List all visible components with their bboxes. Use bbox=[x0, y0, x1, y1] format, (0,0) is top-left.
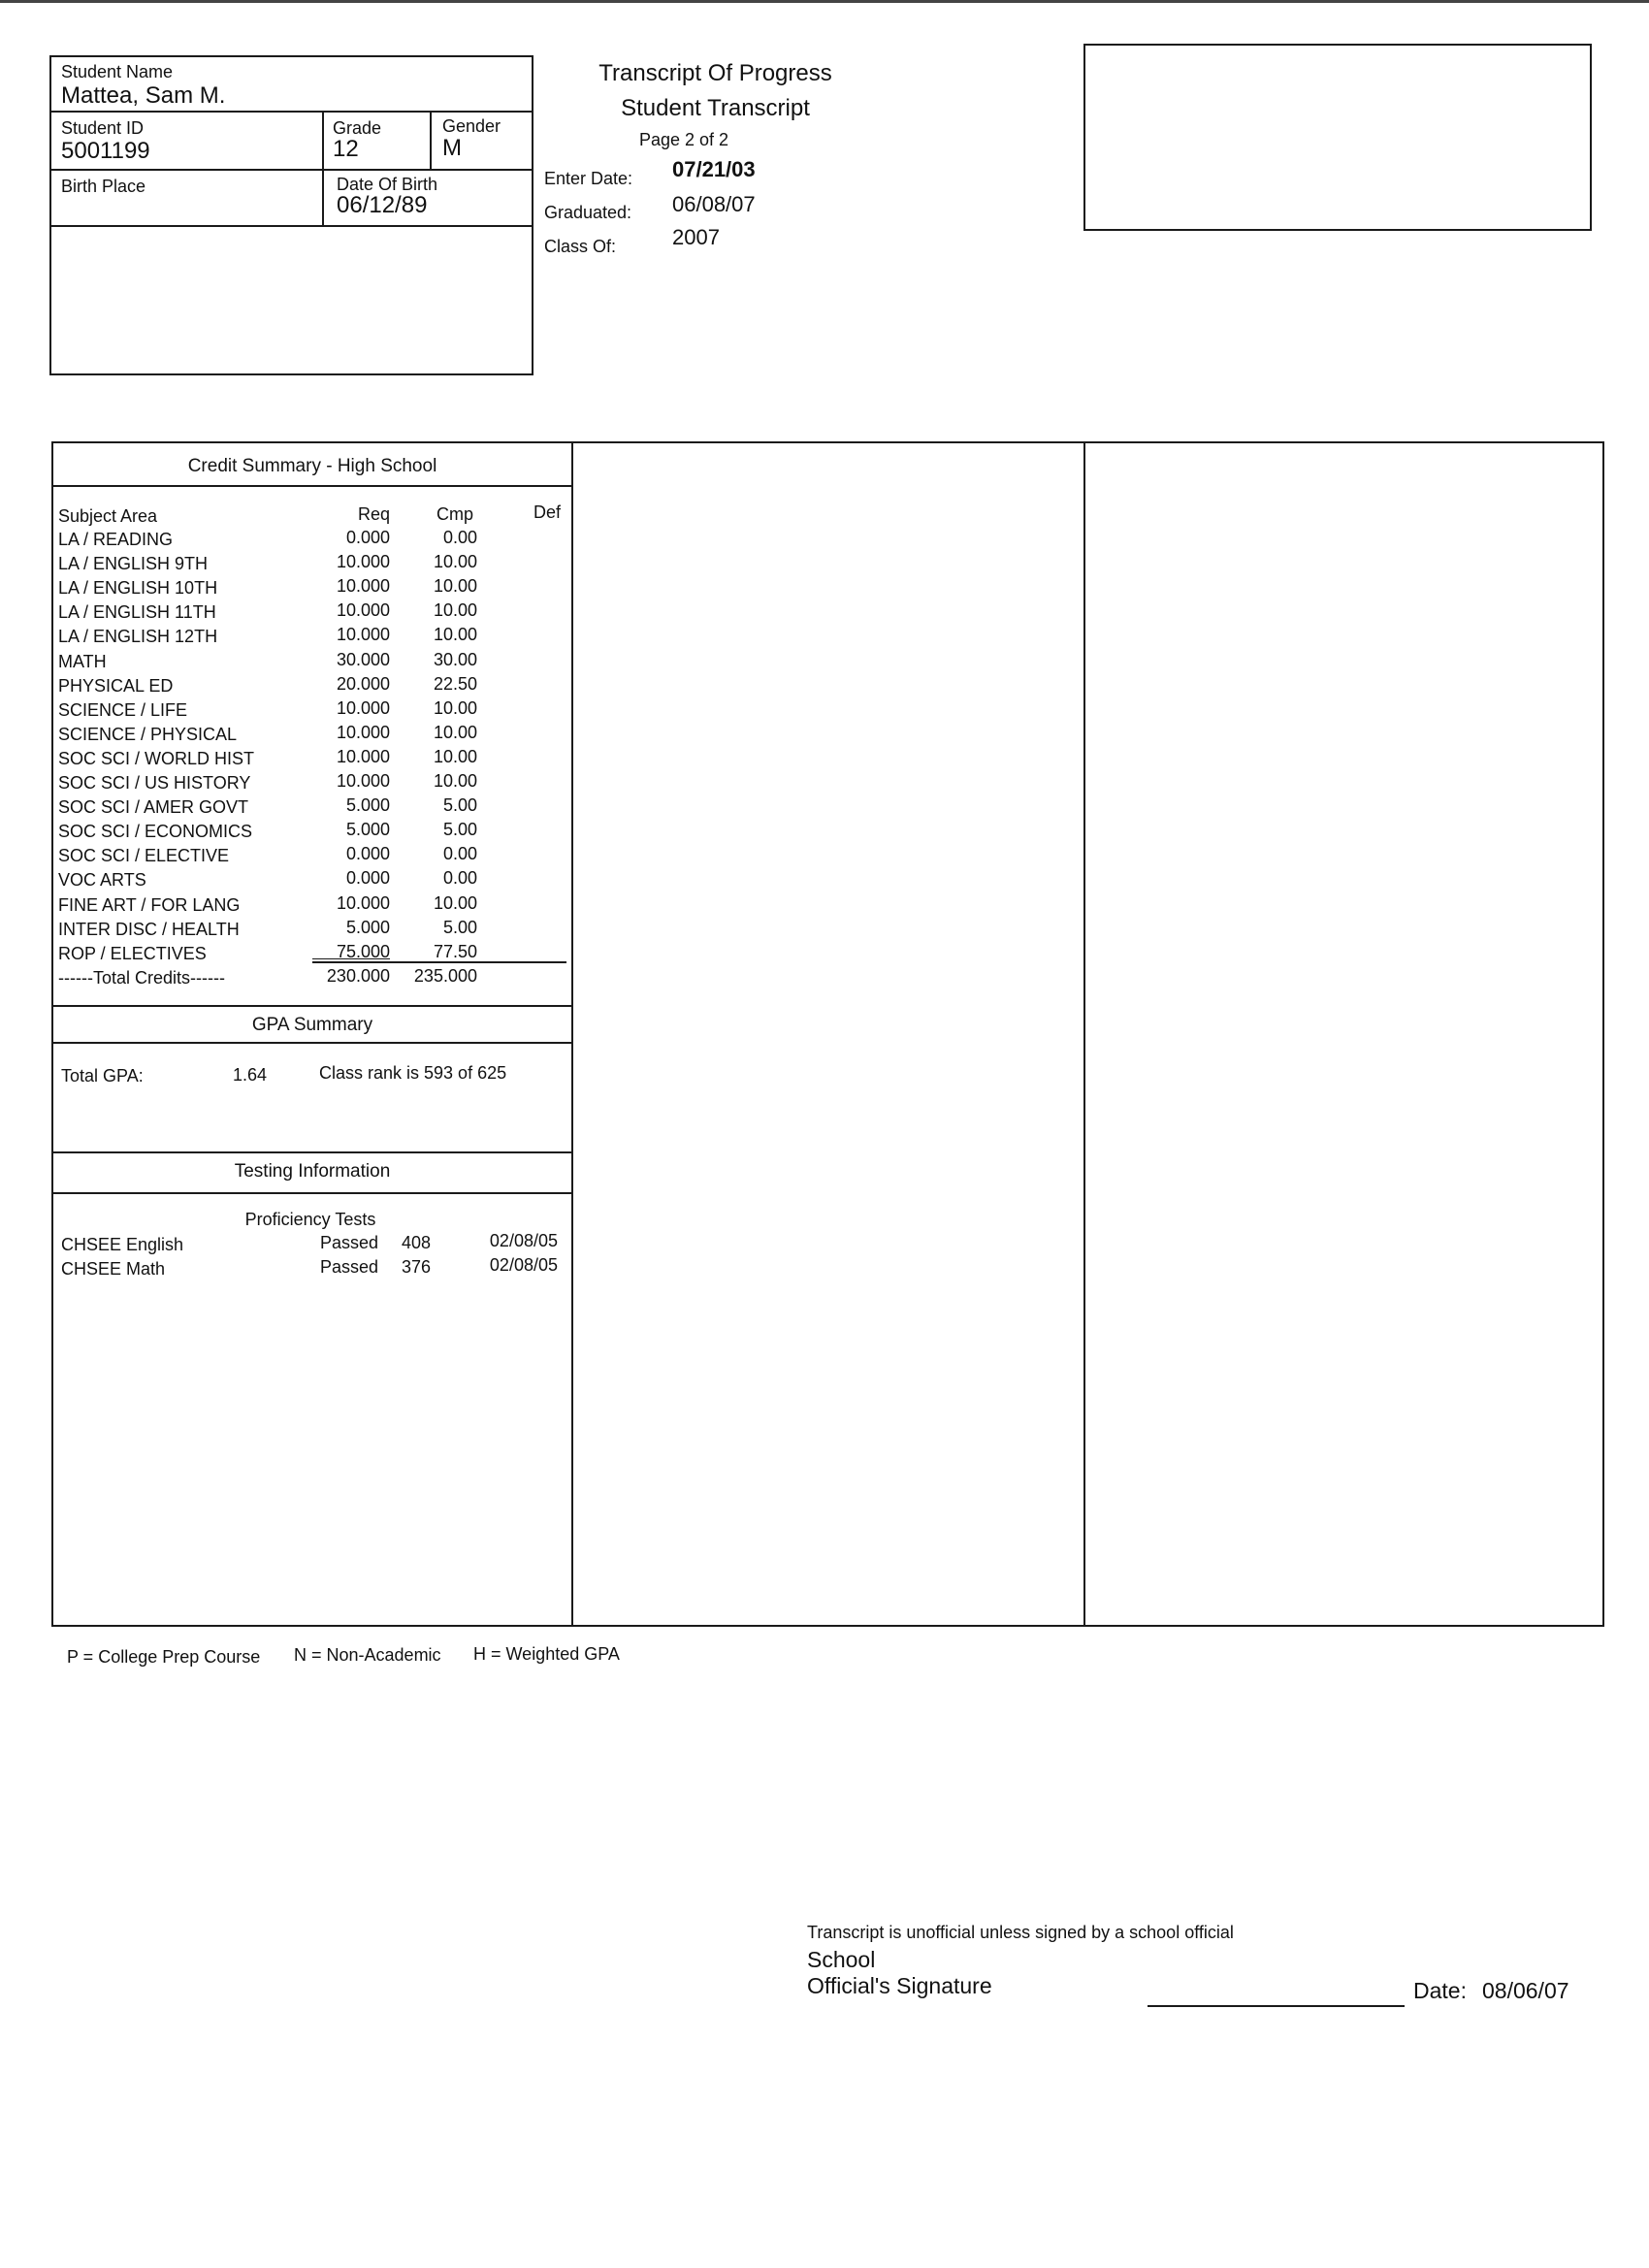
credit-row-cmp: 0.00 bbox=[442, 528, 477, 547]
credit-row-req: 30.000 bbox=[336, 650, 390, 669]
official-signature-label: Official's Signature bbox=[807, 1973, 992, 1998]
total-credits-cmp: 235.000 bbox=[413, 966, 477, 986]
legend-college-prep: P = College Prep Course bbox=[67, 1647, 261, 1667]
credit-row-req: 10.000 bbox=[336, 747, 390, 766]
credit-row-cmp: 10.00 bbox=[433, 771, 477, 791]
school-label: School bbox=[807, 1947, 876, 1972]
col-subject-header: Subject Area bbox=[58, 506, 158, 526]
credit-row-subject: LA / ENGLISH 12TH bbox=[58, 627, 218, 646]
credit-row-subject: SOC SCI / AMER GOVT bbox=[58, 797, 249, 817]
test-name: CHSEE Math bbox=[61, 1259, 166, 1279]
student-info-vdivider-gender bbox=[430, 111, 432, 169]
credit-row-subject: PHYSICAL ED bbox=[58, 676, 174, 696]
class-of-label: Class Of: bbox=[544, 237, 617, 256]
signature-date-label: Date: bbox=[1413, 1978, 1467, 2003]
student-info-divider-3 bbox=[49, 225, 534, 227]
main-frame-divider-2 bbox=[1083, 441, 1085, 1627]
credit-row-cmp: 0.00 bbox=[442, 844, 477, 863]
credit-row-req: 10.000 bbox=[336, 600, 390, 620]
dob-value: 06/12/89 bbox=[337, 192, 428, 218]
test-date: 02/08/05 bbox=[489, 1255, 558, 1275]
credit-row-subject: SOC SCI / ELECTIVE bbox=[58, 846, 230, 865]
transcript-title: Transcript Of Progress bbox=[598, 60, 832, 86]
signature-date-value: 08/06/07 bbox=[1482, 1978, 1569, 2003]
credit-row-subject: FINE ART / FOR LANG bbox=[58, 895, 241, 915]
credit-row-subject: SCIENCE / PHYSICAL bbox=[58, 725, 238, 744]
credit-row-req: 10.000 bbox=[336, 698, 390, 718]
testing-top-divider bbox=[51, 1151, 572, 1153]
credit-row-subject: SOC SCI / WORLD HIST bbox=[58, 749, 255, 768]
total-credits-req: 230.000 bbox=[326, 966, 390, 986]
credit-row-subject: ROP / ELECTIVES bbox=[58, 944, 207, 963]
credit-rows-underline-req bbox=[312, 958, 390, 959]
credit-row-cmp: 10.00 bbox=[433, 723, 477, 742]
credit-row-subject: INTER DISC / HEALTH bbox=[58, 920, 240, 939]
gpa-top-divider bbox=[51, 1005, 572, 1007]
credit-row-req: 10.000 bbox=[336, 723, 390, 742]
testing-title-divider bbox=[51, 1192, 572, 1194]
page-top-edge bbox=[0, 0, 1649, 3]
credit-row-req: 0.000 bbox=[345, 868, 390, 888]
total-credits-label: ------Total Credits------ bbox=[58, 968, 225, 988]
dob-label: Date Of Birth bbox=[337, 175, 438, 194]
gender-value: M bbox=[442, 135, 462, 161]
credit-row-req: 10.000 bbox=[336, 771, 390, 791]
test-result: Passed bbox=[320, 1233, 379, 1252]
credit-row-req: 5.000 bbox=[345, 820, 390, 839]
credit-summary-title-divider bbox=[51, 485, 572, 487]
enter-date-value: 07/21/03 bbox=[672, 157, 756, 181]
credit-row-subject: VOC ARTS bbox=[58, 870, 146, 890]
col-cmp-header: Cmp bbox=[436, 504, 473, 524]
credit-row-req: 75.000 bbox=[336, 942, 390, 961]
top-right-box bbox=[1083, 44, 1592, 231]
legend-weighted-gpa: H = Weighted GPA bbox=[473, 1644, 620, 1664]
student-name: Mattea, Sam M. bbox=[61, 82, 226, 109]
credit-row-req: 5.000 bbox=[345, 918, 390, 937]
credit-row-req: 10.000 bbox=[336, 893, 390, 913]
gpa-title-divider bbox=[51, 1042, 572, 1044]
gpa-summary-title: GPA Summary bbox=[251, 1015, 373, 1035]
credit-row-subject: MATH bbox=[58, 652, 107, 671]
graduated-value: 06/08/07 bbox=[672, 192, 756, 216]
credit-row-subject: LA / ENGLISH 9TH bbox=[58, 554, 209, 573]
main-frame-divider-1 bbox=[571, 441, 573, 1627]
credit-row-req: 10.000 bbox=[336, 576, 390, 596]
credit-row-cmp: 77.50 bbox=[433, 942, 477, 961]
student-id-label: Student ID bbox=[61, 118, 145, 138]
col-req-header: Req bbox=[357, 504, 390, 524]
credit-row-cmp: 5.00 bbox=[442, 820, 477, 839]
testing-info-title: Testing Information bbox=[234, 1161, 391, 1182]
student-id: 5001199 bbox=[61, 138, 150, 164]
birth-place-label: Birth Place bbox=[61, 177, 146, 196]
legend-non-academic: N = Non-Academic bbox=[294, 1645, 441, 1665]
credit-row-subject: LA / ENGLISH 10TH bbox=[58, 578, 218, 598]
gender-label: Gender bbox=[442, 116, 501, 136]
credit-row-cmp: 10.00 bbox=[433, 600, 477, 620]
test-score: 408 bbox=[402, 1233, 432, 1252]
credit-row-cmp: 0.00 bbox=[442, 868, 477, 888]
test-result: Passed bbox=[320, 1257, 379, 1277]
credit-row-cmp: 10.00 bbox=[433, 625, 477, 644]
graduated-label: Graduated: bbox=[544, 203, 632, 222]
credit-row-cmp: 5.00 bbox=[442, 795, 477, 815]
test-name: CHSEE English bbox=[61, 1235, 184, 1254]
credit-row-cmp: 10.00 bbox=[433, 893, 477, 913]
credit-row-cmp: 10.00 bbox=[433, 747, 477, 766]
total-gpa-value: 1.64 bbox=[233, 1065, 268, 1085]
credit-summary-title: Credit Summary - High School bbox=[187, 456, 437, 476]
credit-row-req: 5.000 bbox=[345, 795, 390, 815]
credit-row-cmp: 22.50 bbox=[433, 674, 477, 694]
credit-row-cmp: 5.00 bbox=[442, 918, 477, 937]
credit-row-subject: SOC SCI / ECONOMICS bbox=[58, 822, 253, 841]
student-info-vdivider-grade bbox=[322, 111, 324, 225]
grade-value: 12 bbox=[333, 136, 359, 162]
test-score: 376 bbox=[402, 1257, 432, 1277]
credit-row-cmp: 10.00 bbox=[433, 576, 477, 596]
student-info-divider-2 bbox=[49, 169, 534, 171]
student-info-divider-1 bbox=[49, 111, 534, 113]
credit-row-subject: LA / ENGLISH 11TH bbox=[58, 602, 216, 622]
credit-row-req: 0.000 bbox=[345, 844, 390, 863]
credit-row-cmp: 10.00 bbox=[433, 552, 477, 571]
signature-line bbox=[1148, 2005, 1405, 2007]
transcript-subtitle: Student Transcript bbox=[621, 95, 810, 121]
col-def-header: Def bbox=[533, 502, 561, 522]
unofficial-notice: Transcript is unofficial unless signed by a school official bbox=[807, 1923, 1234, 1942]
credit-total-divider bbox=[312, 961, 566, 963]
student-name-label: Student Name bbox=[61, 62, 174, 81]
total-gpa-label: Total GPA: bbox=[61, 1066, 144, 1085]
grade-label: Grade bbox=[333, 118, 382, 138]
credit-row-subject: SCIENCE / LIFE bbox=[58, 700, 188, 720]
credit-row-cmp: 30.00 bbox=[433, 650, 477, 669]
class-rank: Class rank is 593 of 625 bbox=[319, 1063, 507, 1083]
class-of-value: 2007 bbox=[672, 225, 720, 249]
credit-row-req: 20.000 bbox=[336, 674, 390, 694]
enter-date-label: Enter Date: bbox=[544, 169, 633, 188]
credit-row-req: 10.000 bbox=[336, 552, 390, 571]
page-number: Page 2 of 2 bbox=[638, 130, 729, 149]
test-date: 02/08/05 bbox=[489, 1231, 558, 1250]
credit-row-req: 10.000 bbox=[336, 625, 390, 644]
credit-row-req: 0.000 bbox=[345, 528, 390, 547]
proficiency-tests-subtitle: Proficiency Tests bbox=[244, 1210, 376, 1229]
credit-row-subject: SOC SCI / US HISTORY bbox=[58, 773, 251, 793]
credit-row-cmp: 10.00 bbox=[433, 698, 477, 718]
credit-row-subject: LA / READING bbox=[58, 530, 174, 549]
